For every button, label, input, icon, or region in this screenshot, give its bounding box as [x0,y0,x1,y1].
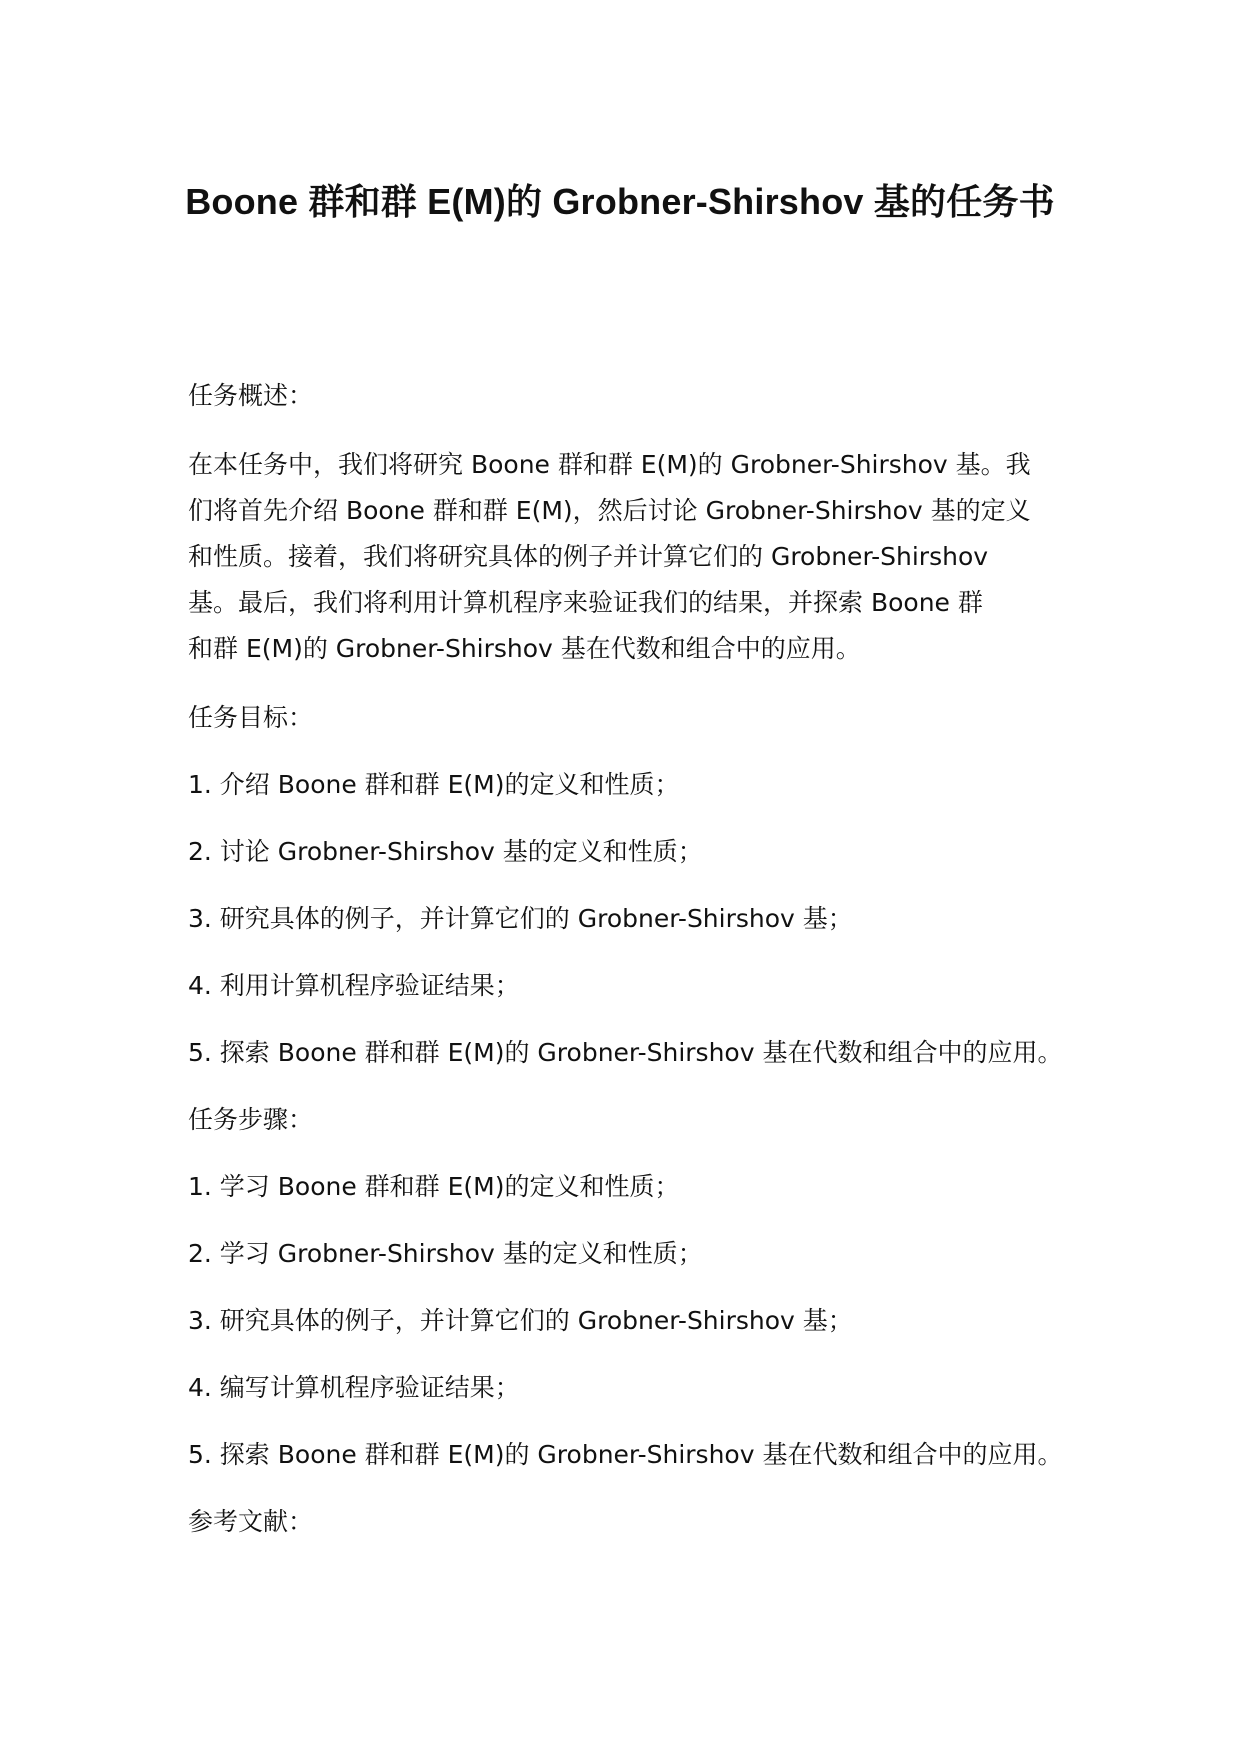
overview-line: 在本任务中，我们将研究 Boone 群和群 E(M)的 Grobner-Shirshov 基。我 [188,450,1031,479]
step-item: 1. 学习 Boone 群和群 E(M)的定义和性质； [188,1172,680,1201]
step-item: 3. 研究具体的例子，并计算它们的 Grobner-Shirshov 基； [188,1306,853,1335]
references-heading: 参考文献： [188,1507,314,1536]
overview-line: 和性质。接着，我们将研究具体的例子并计算它们的 Grobner-Shirshov [188,542,989,571]
steps-heading: 任务步骤： [188,1105,314,1134]
step-item: 2. 学习 Grobner-Shirshov 基的定义和性质； [188,1239,703,1268]
overview-line: 和群 E(M)的 Grobner-Shirshov 基在代数和组合中的应用。 [188,634,861,663]
goals-heading: 任务目标： [188,703,314,732]
goal-item: 1. 介绍 Boone 群和群 E(M)的定义和性质； [188,770,680,799]
overview-heading: 任务概述： [188,381,314,410]
overview-line: 基。最后，我们将利用计算机程序来验证我们的结果，并探索 Boone 群 [188,588,983,617]
goal-item: 2. 讨论 Grobner-Shirshov 基的定义和性质； [188,837,703,866]
step-item: 5. 探索 Boone 群和群 E(M)的 Grobner-Shirshov 基在代数和组合中的应用。 [188,1440,1063,1469]
goal-item: 5. 探索 Boone 群和群 E(M)的 Grobner-Shirshov 基在代数和组合中的应用。 [188,1038,1063,1067]
overview-paragraph [188,442,1063,672]
step-item: 4. 编写计算机程序验证结果； [188,1373,520,1402]
overview-line: 们将首先介绍 Boone 群和群 E(M)，然后讨论 Grobner-Shirshov 基的定义 [188,496,1031,525]
goal-item: 4. 利用计算机程序验证结果； [188,971,520,1000]
goal-item: 3. 研究具体的例子，并计算它们的 Grobner-Shirshov 基； [188,904,853,933]
document-title: Boone 群和群 E(M)的 Grobner-Shirshov 基的任务书 [185,181,1055,222]
